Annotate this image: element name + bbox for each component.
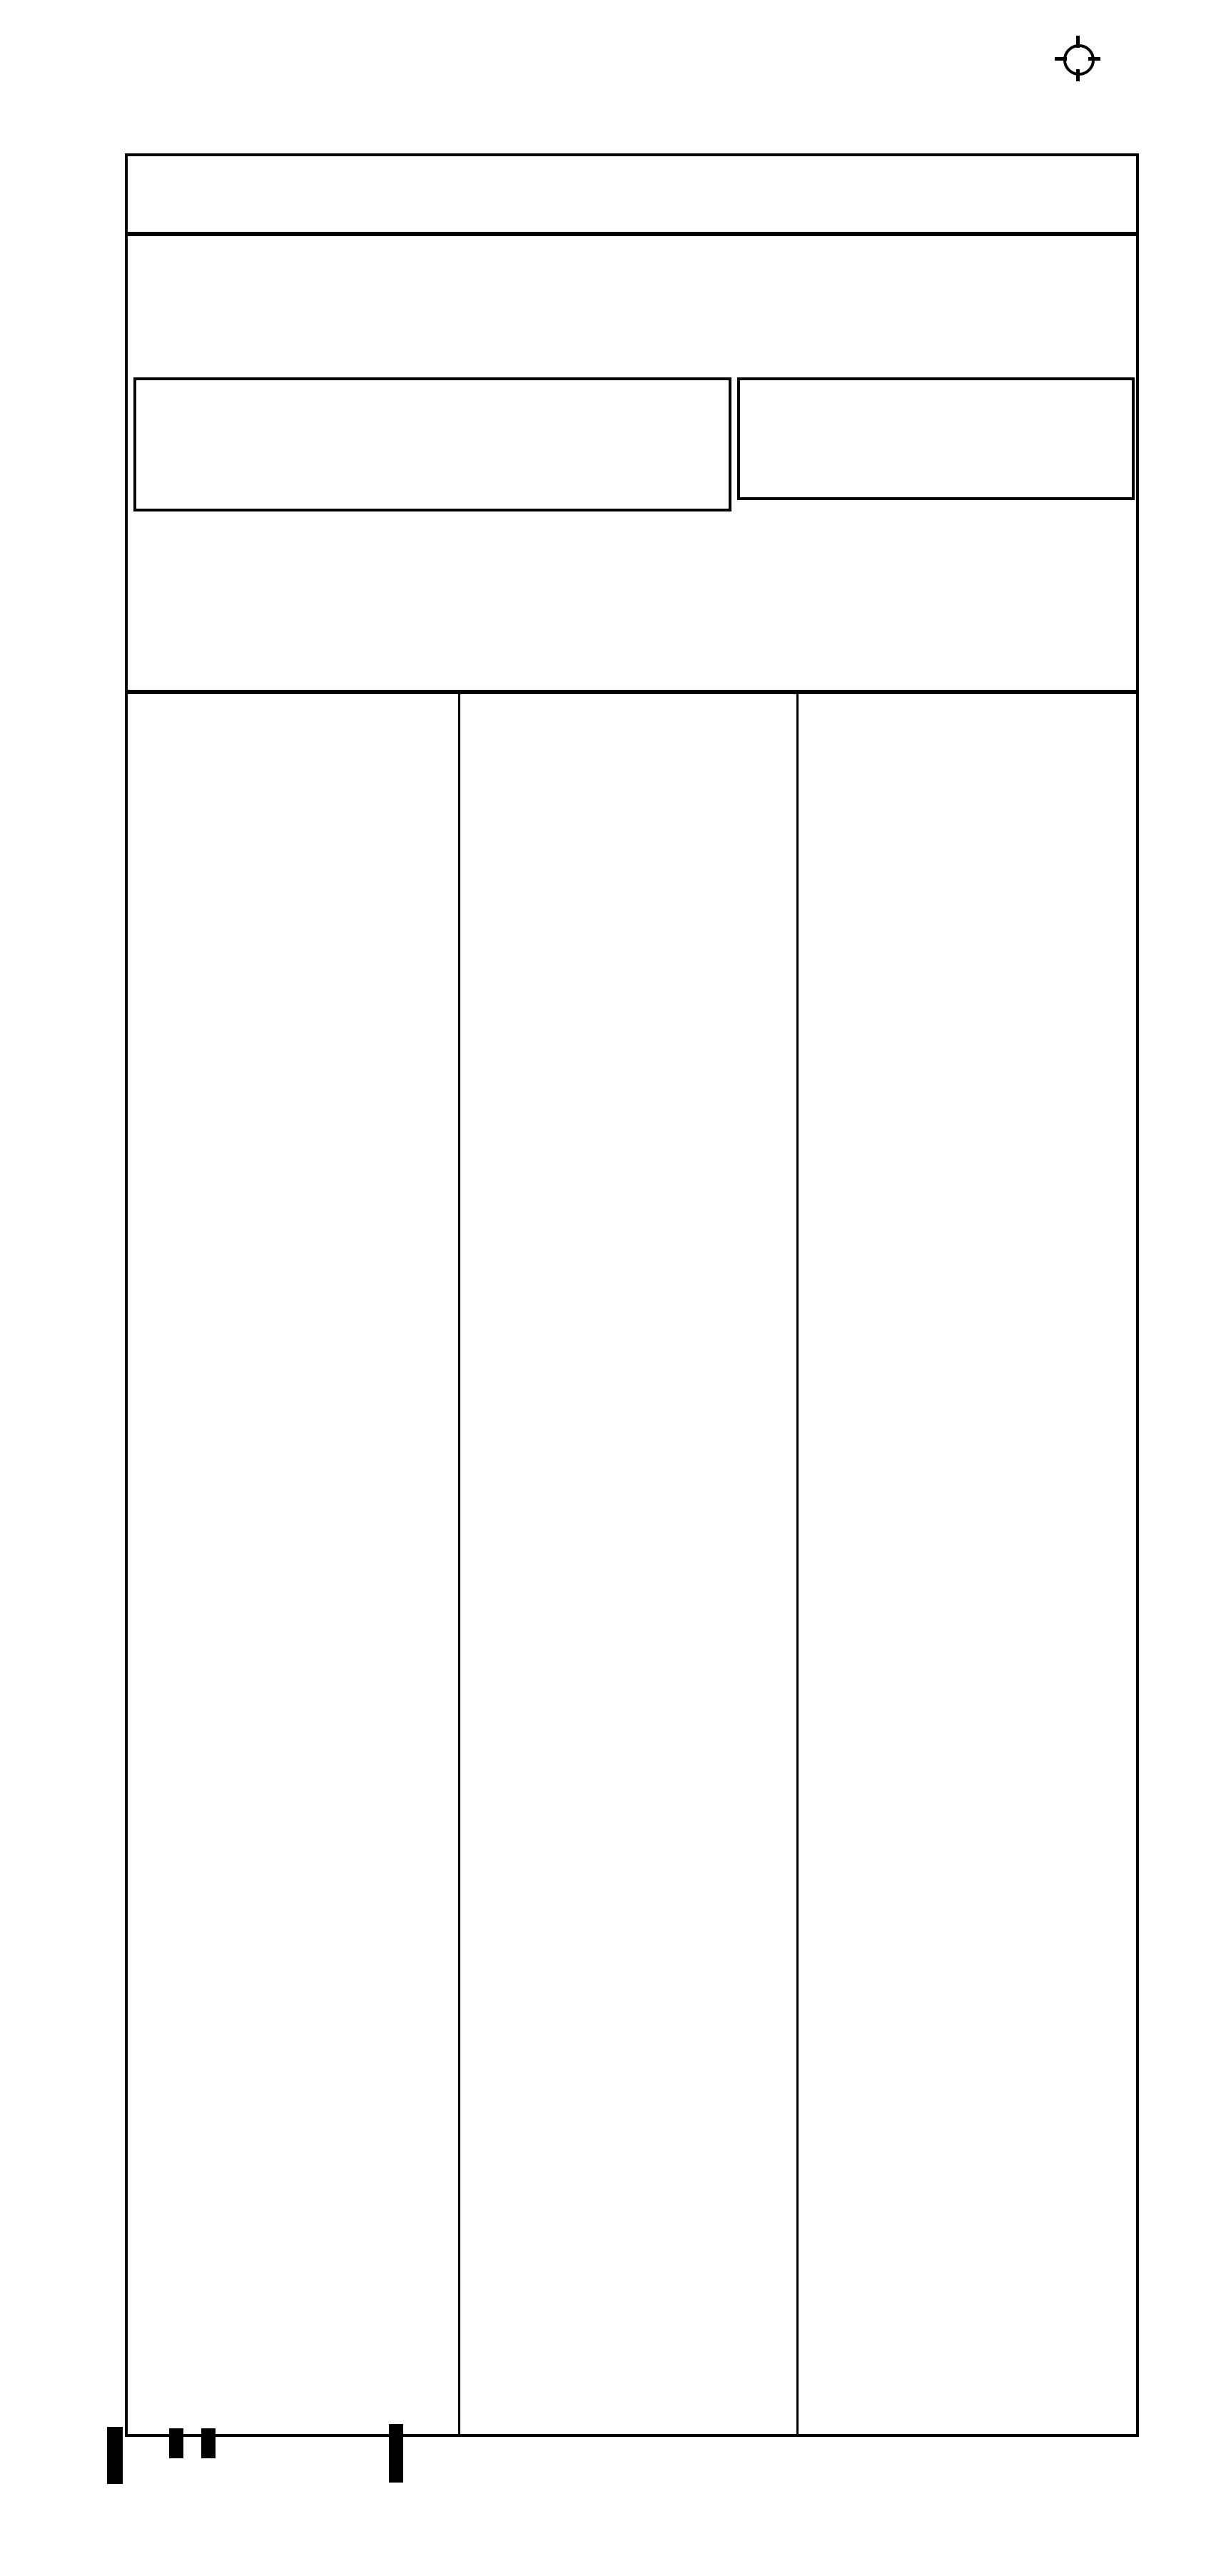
ballot-column-middle (460, 694, 796, 2434)
stub-mark (169, 2428, 183, 2458)
contest-columns (128, 694, 1136, 2434)
header-divider (128, 232, 1136, 236)
ballot-column-left (128, 694, 458, 2434)
stub-mark (389, 2424, 403, 2483)
ballot-column-right (799, 694, 1136, 2434)
registration-mark-icon (1055, 36, 1100, 81)
stub-mark (201, 2428, 216, 2458)
ballot-content-box (125, 153, 1139, 2437)
to-vote-box (133, 377, 731, 511)
warning-box (737, 377, 1135, 500)
stub-mark (107, 2427, 123, 2484)
